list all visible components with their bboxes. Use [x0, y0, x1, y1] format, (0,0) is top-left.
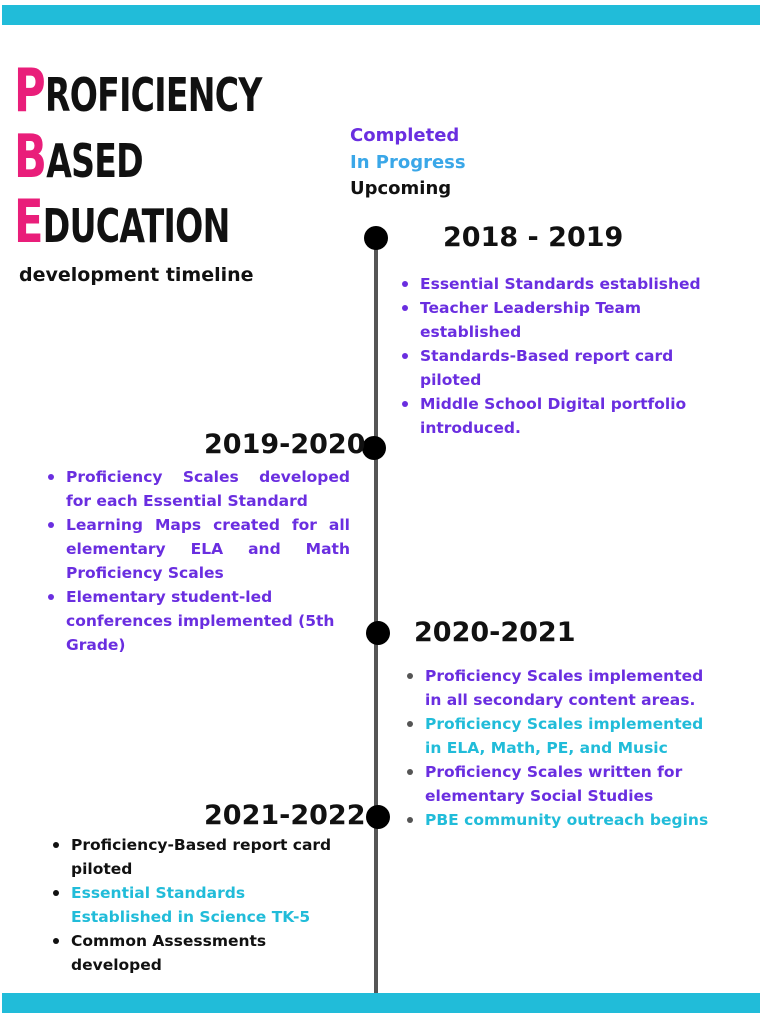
list-2020-2021: [405, 664, 715, 832]
title-line-2: BASED: [14, 122, 143, 192]
list-item: Essential Standards Established in Science TK-5: [51, 881, 351, 929]
list-item: Proficiency Scales written for elementary Social Studies: [405, 760, 715, 808]
list-item: Proficiency-Based report card piloted: [51, 833, 351, 881]
list-item: PBE community outreach begins: [405, 808, 715, 832]
list-item: Middle School Digital portfolio introduced.: [400, 392, 710, 440]
list-item: Teacher Leadership Team established: [400, 296, 710, 344]
year-2020-2021: 2020-2021: [414, 617, 576, 648]
year-2018-2019: 2018 - 2019: [443, 222, 624, 253]
timeline-dot-2020: [366, 621, 390, 645]
timeline-dot-2018: [364, 226, 388, 250]
list-item: Elementary student-led conferences implemented (5th Grade): [46, 585, 350, 657]
timeline-line: [374, 238, 378, 993]
legend-in-progress: In Progress: [350, 152, 466, 173]
bottom-accent-bar: [2, 993, 760, 1013]
title-line-3: EDUCATION: [14, 187, 230, 257]
list-2019-2020: [46, 465, 350, 657]
year-2021-2022: 2021-2022: [204, 800, 366, 831]
list-item: Proficiency Scales developed for each Essential Standard: [46, 465, 350, 513]
list-item: Proficiency Scales implemented in ELA, Math, PE, and Music: [405, 712, 715, 760]
legend-upcoming: Upcoming: [350, 178, 452, 199]
timeline-dot-2019: [362, 436, 386, 460]
title-line-1: PROFICIENCY: [14, 56, 262, 126]
list-2018-2019: [400, 272, 710, 440]
legend-completed: Completed: [350, 125, 460, 146]
list-item: Standards-Based report card piloted: [400, 344, 710, 392]
list-2021-2022: [51, 833, 351, 977]
page-subtitle: development timeline: [19, 264, 254, 286]
timeline-dot-2021: [366, 805, 390, 829]
year-2019-2020: 2019-2020: [204, 429, 366, 460]
list-item: Learning Maps created for all elementary ELA and Math Proficiency Scales: [46, 513, 350, 585]
list-item: Proficiency Scales implemented in all secondary content areas.: [405, 664, 715, 712]
list-item: Common Assessments developed: [51, 929, 351, 977]
list-item: Essential Standards established: [400, 272, 710, 296]
top-accent-bar: [2, 5, 760, 25]
